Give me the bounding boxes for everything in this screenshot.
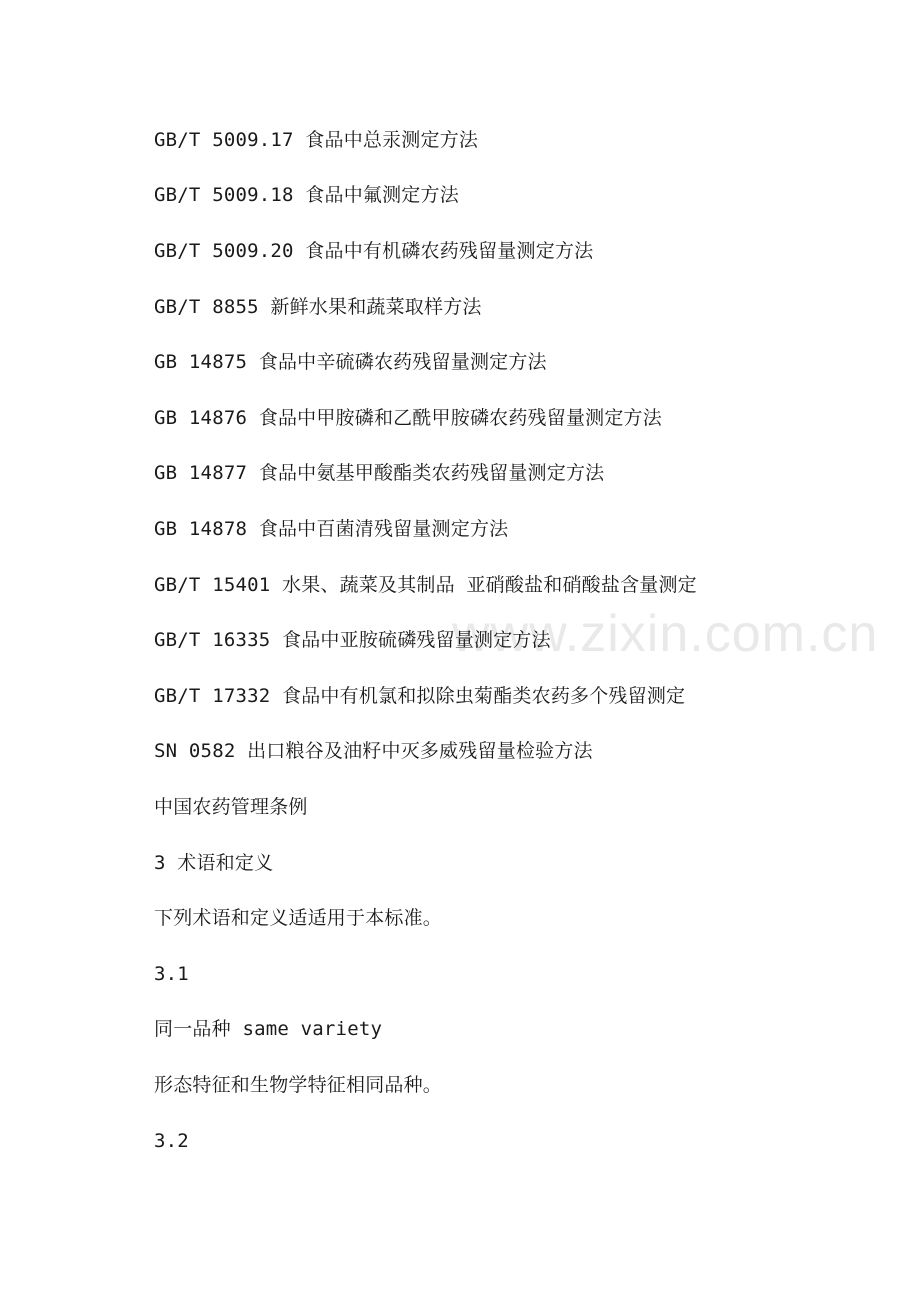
body-paragraph: 下列术语和定义适适用于本标准。 [154,907,443,929]
standard-reference-line: GB 14875 食品中辛硫磷农药残留量测定方法 [154,351,547,373]
clause-number: 3.1 [154,963,189,985]
section-heading: 3 术语和定义 [154,852,274,874]
watermark: www.zixin.com.cn [452,605,879,663]
standard-reference-line: GB/T 15401 水果、蔬菜及其制品 亚硝酸盐和硝酸盐含量测定 [154,574,697,596]
standard-reference-line: GB 14878 食品中百菌清残留量测定方法 [154,518,509,540]
standard-reference-line: GB/T 5009.17 食品中总汞测定方法 [154,129,479,151]
standard-reference-line: SN 0582 出口粮谷及油籽中灭多威残留量检验方法 [154,740,593,762]
standard-reference-line: GB 14876 食品中甲胺磷和乙酰甲胺磷农药残留量测定方法 [154,407,662,429]
regulation-reference-line: 中国农药管理条例 [154,796,308,818]
standard-reference-line: GB 14877 食品中氨基甲酸酯类农药残留量测定方法 [154,462,605,484]
standard-reference-line: GB/T 5009.18 食品中氟测定方法 [154,184,459,206]
term-definition: 形态特征和生物学特征相同品种。 [154,1074,443,1096]
standard-reference-line: GB/T 5009.20 食品中有机磷农药残留量测定方法 [154,240,594,262]
clause-number: 3.2 [154,1130,189,1152]
term-heading: 同一品种 same variety [154,1018,383,1040]
standard-reference-line: GB/T 17332 食品中有机氯和拟除虫菊酯类农药多个残留测定 [154,685,686,707]
standard-reference-line: GB/T 16335 食品中亚胺硫磷残留量测定方法 [154,629,551,651]
standard-reference-line: GB/T 8855 新鲜水果和蔬菜取样方法 [154,296,482,318]
